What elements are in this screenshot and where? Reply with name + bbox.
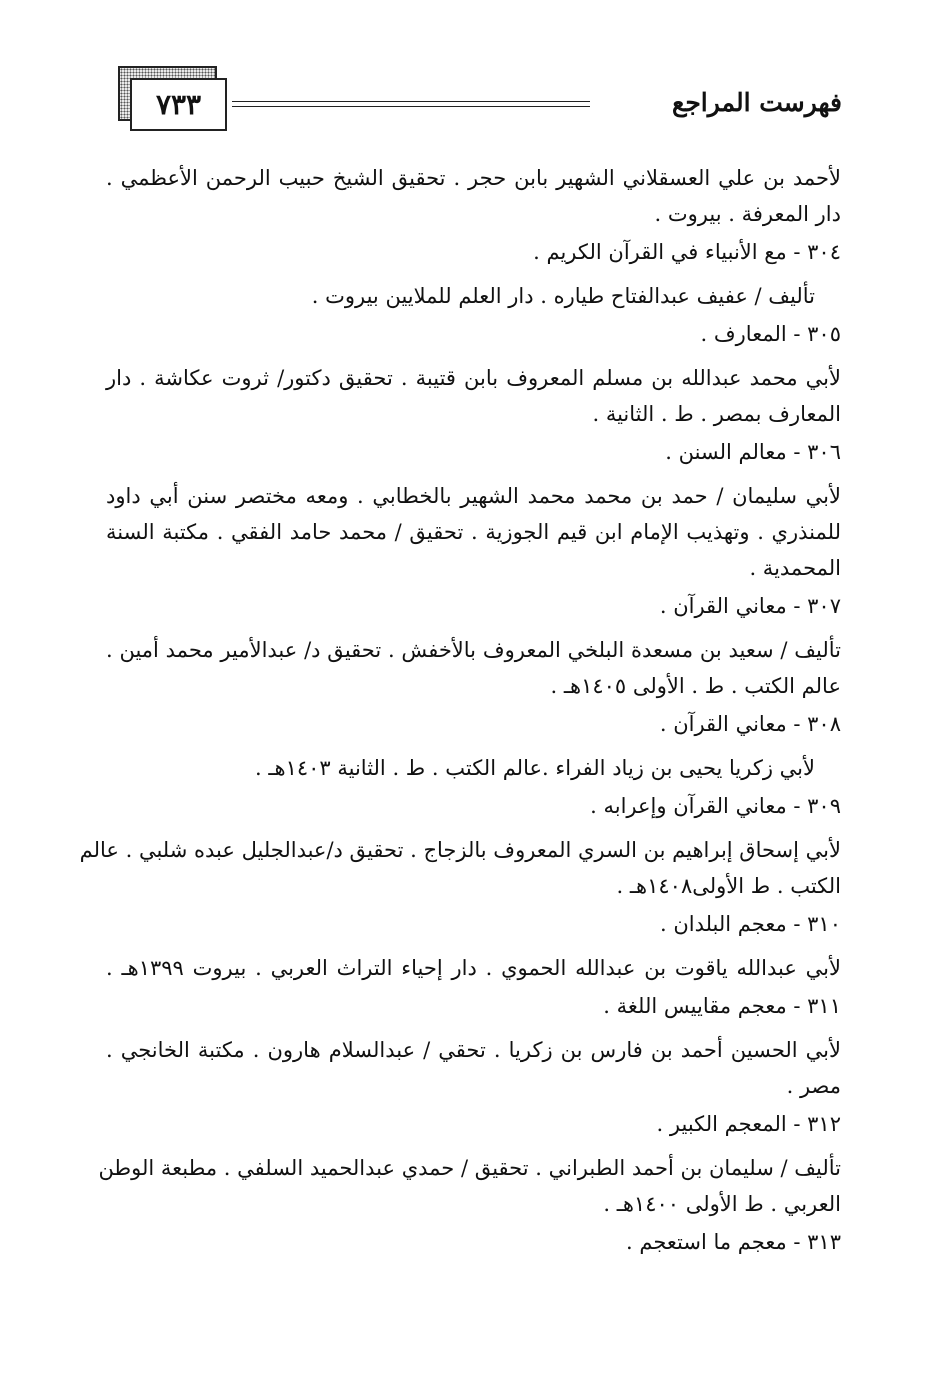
- entry-body-line: تأليف / سعيد بن مسعدة البلخي المعروف بالأخفش . تحقيق د/ عبدالأمير محمد أمين .: [106, 638, 841, 662]
- reference-entry-311: [106, 988, 841, 1104]
- entry-title: ٣٠٩ - معاني القرآن وإعرابه .: [590, 794, 841, 818]
- entry-title: ٣١٢ - المعجم الكبير .: [656, 1112, 841, 1136]
- reference-entry-312: [98, 1106, 841, 1222]
- entry-title: ٣٠٧ - معاني القرآن .: [659, 594, 841, 618]
- reference-entry-308: [106, 706, 841, 786]
- entry-title: ٣٠٨ - معاني القرآن .: [659, 712, 841, 736]
- entry-title: ٣٠٥ - المعارف .: [700, 322, 841, 346]
- entry-body-line: تأليف / سليمان بن أحمد الطبراني . تحقيق / حمدي عبدالحميد السلفي . مطبعة الوطن: [98, 1156, 841, 1180]
- reference-entry-309: [79, 788, 841, 904]
- header-rule-top: [232, 101, 590, 102]
- running-title: فهرست المراجع: [672, 88, 842, 117]
- entry-body-line: المحمدية .: [749, 556, 841, 580]
- entry-body-line: مصر .: [786, 1074, 841, 1098]
- page-number: ٧٣٣: [155, 88, 202, 121]
- entry-body-line: المعارف بمصر . ط . الثانية .: [592, 402, 841, 426]
- entry-title: ٣٠٦ - معالم السنن .: [665, 440, 841, 464]
- entry-body-line: لأبي سليمان / حمد بن محمد محمد الشهير بالخطابي . ومعه مختصر سنن أبي داود: [106, 484, 841, 508]
- entry-title: ٣١٣ - معجم ما استعجم .: [626, 1230, 841, 1254]
- reference-entry-306: [106, 434, 841, 586]
- entry-body-line: تأليف / عفيف عبدالفتاح طياره . دار العلم للملايين بيروت .: [311, 284, 815, 308]
- entry-body-line: لأبي زكريا يحيى بن زياد الفراء .عالم الكتب . ط . الثانية ١٤٠٣هـ .: [254, 756, 815, 780]
- entry-body-line: لأبي عبدالله ياقوت بن عبدالله الحموي . دار إحياء التراث العربي . بيروت ١٣٩٩هـ .: [106, 956, 841, 980]
- page-number-box: [130, 78, 227, 131]
- reference-entry-305: [106, 316, 841, 432]
- entry-body-line: لأبي إسحاق إبراهيم بن السري المعروف بالزجاج . تحقيق د/عبدالجليل عبده شلبي . عالم: [79, 838, 841, 862]
- reference-entry-310: [106, 906, 841, 986]
- entry-body-line: عالم الكتب . ط . الأولى ١٤٠٥هـ .: [550, 674, 841, 698]
- entry-body-line: دار المعرفة . بيروت .: [654, 202, 841, 226]
- entry-body-line: العربي . ط الأولى ١٤٠٠هـ .: [603, 1192, 841, 1216]
- entry-title: ٣١٠ - معجم البلدان .: [659, 912, 841, 936]
- entry-body-line: لأبي محمد عبدالله بن مسلم المعروف بابن قتيبة . تحقيق دكتور/ ثروت عكاشة . دار: [106, 366, 841, 390]
- entry-title: ٣١١ - معجم مقاييس اللغة .: [603, 994, 841, 1018]
- entry-body-line: لأحمد بن علي العسقلاني الشهير بابن حجر . تحقيق الشيخ حبيب الرحمن الأعظمي .: [106, 166, 841, 190]
- entry-body-line: لأبي الحسين أحمد بن فارس بن زكريا . تحقي / عبدالسلام هارون . مكتبة الخانجي .: [106, 1038, 841, 1062]
- reference-entry-313: [106, 1224, 841, 1260]
- entry-body-line: للمنذري . وتهذيب الإمام ابن قيم الجوزية . تحقيق / محمد حامد الفقي . مكتبة السنة: [106, 520, 841, 544]
- reference-entry-continued: [106, 160, 841, 232]
- reference-entry-304: [106, 234, 841, 314]
- header-rule-bottom: [232, 106, 590, 107]
- entry-body-line: الكتب . ط الأولى١٤٠٨هـ .: [616, 874, 841, 898]
- entry-title: ٣٠٤ - مع الأنبياء في القرآن الكريم .: [533, 240, 841, 264]
- reference-entry-307: [106, 588, 841, 704]
- references-list: [79, 160, 841, 1260]
